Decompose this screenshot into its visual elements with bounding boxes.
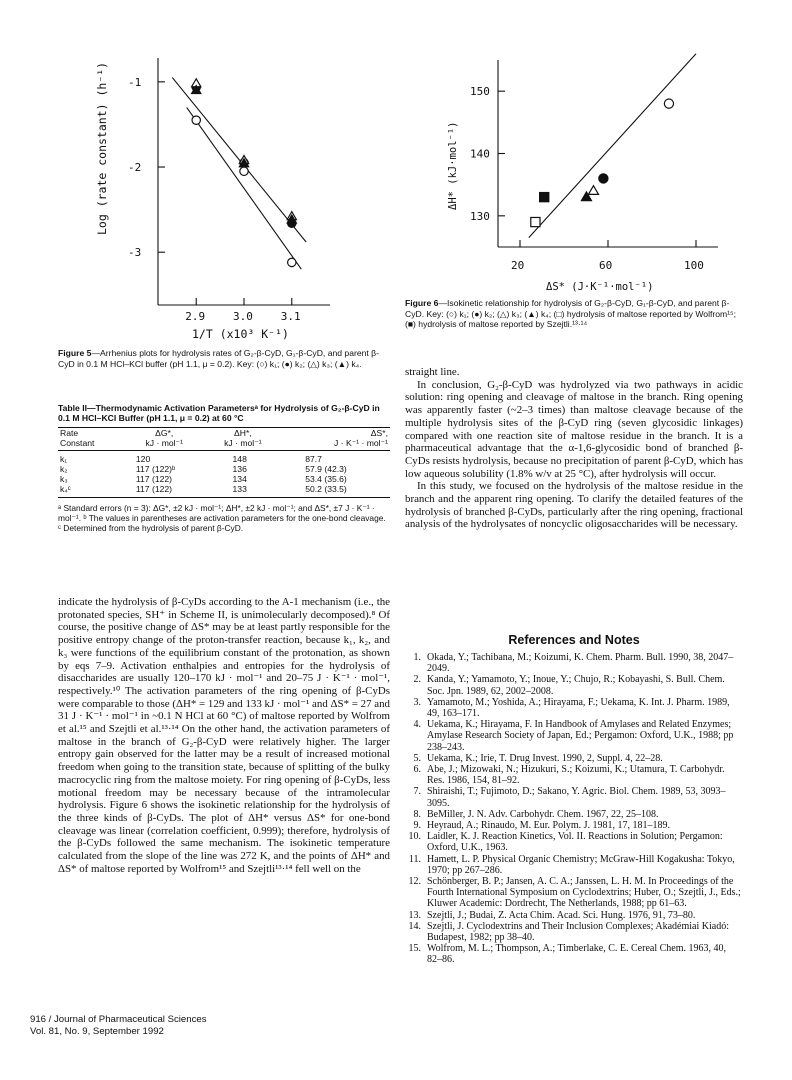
reference-item [405,876,743,910]
left-column-text [58,596,390,875]
right-column-text [405,366,743,531]
reference-text: Shiraishi, T.; Fujimoto, D.; Sakano, Y. Agric. Biol. Chem. 1989, 53, 3093–3095. [427,786,726,809]
y-tick-label: -3 [128,246,142,260]
table-header: ΔS*, [370,427,388,438]
page-footer [30,1014,207,1037]
fig6-ylabel: ΔH* (kJ·mol⁻¹) [447,121,459,210]
data-point [240,167,248,175]
table-cell: 133 [232,483,247,494]
figure-6-chart [418,50,740,300]
paragraph: straight line. [405,366,460,378]
paragraph: In this study, we focused on the hydrolysis of the maltose residue in the branch and the apparent ring opening. To clarify the detailed features of the hydrolysis of branched β-CyDs, particularly after the ring opening, fractional analysis of the hydrolysates of noncyclic oligosaccharides will be necessary. [405,480,743,531]
table-cell: 117 (122) [135,473,173,484]
reference-text: BeMiller, J. N. Adv. Carbohydr. Chem. 1967, 22, 25–108. [427,808,659,820]
table-cell: 120 [135,453,151,464]
figure-5-chart [90,50,390,340]
reference-number: 12. [408,876,421,888]
references-section [405,633,743,966]
table-row [58,484,390,498]
table-header: Rate [60,427,79,438]
reference-number: 4. [413,719,421,731]
footer-volume: Vol. 81, No. 9, September 1992 [30,1025,164,1037]
x-tick-label: 20 [511,259,525,272]
table-2-footnote: ᵃ Standard errors (n = 3): ΔG*, ±2 kJ · mol⁻¹; ΔH*, ±2 kJ · mol⁻¹; and ΔS*, ±7 J · K⁻¹ · mol⁻¹. ᵇ The values in parentheses are activation parameters for the one-bond cleavage. ᶜ Determined from the hydrolysis of parent β-CyD. [58,502,386,534]
y-tick-label: 150 [470,85,490,99]
reference-item [405,820,743,831]
table-header: kJ · mol⁻¹ [145,437,183,448]
reference-text: Okada, Y.; Tachibana, M.; Koizumi, K. Chem. Pharm. Bull. 1990, 38, 2047–2049. [427,652,734,675]
reference-number: 8. [413,808,421,820]
data-point [531,217,540,226]
table-row [58,464,390,474]
table-cell: 87.7 [305,453,322,464]
paragraph: In conclusion, G₂-β-CyD was hydrolyzed via two pathways in acidic solution: ring opening and cleavage of maltose in the branch. Ring opening was apparently faster (~2–3 times) than maltose cleavage because of the multiple hydrolysis sites of the β-CyD ring (seven glycosidic linkages) compared with one reaction site of maltose residue in the branch. It is a pharmaceutical advantage that the α-1,6-glycosidic bond of branched β-CyDs resists hydrolysis, because no precipitation of parent β-CyD, which has low aqueous solubility (1.8% w/v at 25 °C), after hydrolysis will occur. [405,378,743,480]
table-cell: 57.9 (42.3) [305,463,347,474]
reference-number: 2. [413,674,421,686]
table-cell: k₄ᶜ [60,483,71,494]
data-point [540,193,549,202]
reference-item [405,719,743,753]
figure-5-caption-label: Figure 5 [58,348,92,358]
reference-item [405,921,743,943]
reference-number: 6. [413,764,421,776]
table-2-title: Table II—Thermodynamic Activation Parametersᵃ for Hydrolysis of G₂-β-CyD in 0.1 M HCl–KCl Buffer (pH 1.1, μ = 0.2) at 60 °C [58,403,380,424]
fig5-xlabel: 1/T (x10³ K⁻¹) [192,327,289,340]
table-cell: 53.4 (35.6) [305,473,347,484]
x-tick-label: 60 [599,259,613,272]
y-tick-label: -2 [128,161,142,175]
fig5-ylabel: Log (rate constant) (h⁻¹) [95,61,109,235]
reference-item [405,910,743,921]
figure-6-caption-text: —Isokinetic relationship for hydrolysis of G₂-β-CyD, G₁-β-CyD, and parent β-CyD. Key: (○) k₁; (●) k₂; (△) k₃; (▲) k₄; (□) hydrolysis of maltose reported by Wolfrom¹⁵; (■) hydrolysis of maltose reported by Szejtli.¹³·¹⁴ [405,298,736,330]
reference-text: Kanda, Y.; Yamamoto, Y.; Inoue, Y.; Chujo, R.; Kobayashi, S. Bull. Chem. Soc. Jpn. 1989, 62, 2002–2008. [427,674,725,697]
x-tick-label: 3.0 [233,310,253,323]
table-cell: 117 (122) [135,483,173,494]
reference-number: 11. [408,853,421,865]
data-point [664,99,673,108]
reference-number: 7. [413,786,421,798]
table-row [58,450,390,464]
reference-item [405,753,743,764]
reference-item [405,697,743,719]
fit-line [187,107,302,269]
table-cell: 50.2 (33.5) [305,483,347,494]
y-tick-label: -1 [128,75,142,89]
figure-5-caption-text: —Arrhenius plots for hydrolysis rates of G₂-β-CyD, G₁-β-CyD, and parent β-CyD in 0.1 M HCl–KCl buffer (pH 1.1, μ = 0.2). Key: (○) k₁; (●) k₂; (△) k₃; (▲) k₄. [58,348,379,369]
reference-number: 15. [408,943,421,955]
table-header: ΔG*, [155,427,174,438]
paragraph: indicate the hydrolysis of β-CyDs according to the A-1 mechanism (i.e., the protonated species, SH⁺ in Scheme II, is unimolecularly decomposed).⁸ Of course, the positive change of ΔS* may be at least partly responsible for the positive entropy change of the proton-transfer reaction, because k₁, k₂, and k₃ were functions of the equilibrium constant of the protonation, as shown by eqs 7–9. Activation enthalpies and entropies for the hydrolysis of disaccharides are usually 120–170 kJ · mol⁻¹ and 20–75 J · K⁻¹ · mol⁻¹, respectively.¹⁰ The activation parameters of the ring opening of β-CyDs were comparable to those (ΔH* = 129 and 133 kJ · mol⁻¹ and ΔS* = 27 and 31 J · K⁻¹ · mol⁻¹ in ~0.1 N HCl at 60 °C) of maltose reported by Wolfrom et al.¹⁵ and Szejtli et al.¹³·¹⁴ On the other hand, the activation parameters of maltose in the branch of G₂-β-CyD were relatively higher. The larger entropy gain observed for the latter may be a result of increased motional freedom when going to the transition state, because of splitting of the bulky macrocyclic ring from the maltose moiety. For ring opening of β-CyDs, less motional freedom may be necessary because of the intramolecular hydrolysis. Figure 6 shows the isokinetic relationship for the hydrolysis of the three kinds of β-CyDs. The plot of ΔH* versus ΔS* for one-bond cleavage was linear (correlation coefficient, 0.999); therefore, hydrolysis of the β-CyDs followed the same mechanism. The isokinetic temperature calculated from the slope of the line was 272 K, and the points of ΔH* and ΔS* of maltose reported by Wolfrom¹⁵ and Szejtli¹³·¹⁴ fell well on the [58,596,390,875]
reference-number: 1. [413,652,421,663]
reference-text: Schönberger, B. P.; Jansen, A. C. A.; Janssen, L. H. M. In Proceedings of the Fourth International Symposium on Cyclodextrins; Huber, O.; Szejtli, J., Eds.; Kluwer Academic: Dordrecht, The Netherlands, 1988; pp 61–63. [427,876,741,910]
footer-journal: 916 / Journal of Pharmaceutical Sciences [30,1014,207,1025]
table-cell: 134 [232,473,247,484]
figure-5-caption [58,348,390,369]
reference-text: Uekama, K.; Irie, T. Drug Invest. 1990, 2, Suppl. 4, 22–28. [427,752,663,764]
fit-line [529,54,696,238]
data-point [288,258,296,266]
references-list [405,652,743,966]
reference-item [405,652,743,674]
y-tick-label: 140 [470,147,490,161]
x-tick-label: 2.9 [185,310,206,323]
table-2-grid [58,427,390,498]
table-header: ΔH*, [234,427,252,438]
x-tick-label: 3.1 [280,310,301,323]
table-2 [58,403,390,533]
table-cell: 117 (122)ᵇ [135,463,176,474]
data-point [599,174,608,183]
reference-number: 10. [408,831,421,843]
reference-item [405,674,743,696]
references-heading: References and Notes [508,633,640,647]
reference-item [405,809,743,820]
x-tick-label: 100 [684,259,704,272]
reference-text: Abe, J.; Mizowaki, N.; Hizukuri, S.; Koizumi, K.; Utamura, T. Carbohydr. Res. 1986, 154, 81–92. [427,764,725,787]
reference-item [405,764,743,786]
reference-text: Uekama, K.; Hirayama, F. In Handbook of Amylases and Related Enzymes; Amylase Research Society of Japan, Ed.; Pergamon: Oxford, U.K., 1988; pp 238–243. [427,719,734,753]
table-row [58,474,390,484]
table-header: J · K⁻¹ · mol⁻¹ [334,437,388,448]
data-point [588,186,598,195]
table-header: Constant [60,437,95,448]
table-cell: k₃ [60,473,68,484]
reference-item [405,786,743,808]
table-cell: k₂ [60,463,68,474]
reference-text: Heyraud, A.; Rinaudo, M. Eur. Polym. J. 1981, 17, 181–189. [427,820,671,832]
reference-number: 9. [413,820,421,832]
reference-item [405,831,743,853]
table-cell: 148 [232,453,247,464]
figure-6-caption-label: Figure 6 [405,298,439,308]
table-cell: 136 [232,463,247,474]
y-tick-label: 130 [470,209,490,223]
reference-number: 3. [413,696,421,708]
reference-text: Szejtli, J. Cyclodextrins and Their Inclusion Complexes; Akadémiai Kiadó: Budapest, 1982; pp 38–40. [427,920,729,944]
reference-text: Szejtli, J.; Budai, Z. Acta Chim. Acad. Sci. Hung. 1976, 91, 73–80. [427,909,696,921]
data-point [192,116,200,124]
figure-6-caption [405,298,743,330]
fit-line [172,78,306,242]
fig6-xlabel: ΔS* (J·K⁻¹·mol⁻¹) [546,281,654,293]
reference-text: Hamett, L. P. Physical Organic Chemistry; McGraw-Hill Kogakusha: Tokyo, 1970; pp 267–286. [427,853,735,876]
reference-item [405,943,743,965]
table-header: kJ · mol⁻¹ [224,437,262,448]
reference-number: 14. [408,920,421,932]
reference-number: 5. [413,752,421,764]
reference-text: Yamamoto, M.; Yoshida, A.; Hirayama, F.; Uekama, K. Int. J. Pharm. 1989, 49, 163–171. [427,696,730,720]
reference-text: Laidler, K. J. Reaction Kinetics, Vol. II. Reactions in Solution; Pergamon: Oxford, U.K., 1963. [427,831,723,854]
reference-text: Wolfrom, M. L.; Thompson, A.; Timberlake, C. E. Cereal Chem. 1963, 40, 82–86. [427,943,726,966]
reference-number: 13. [408,909,421,921]
table-cell: k₁ [60,453,68,464]
reference-item [405,854,743,876]
